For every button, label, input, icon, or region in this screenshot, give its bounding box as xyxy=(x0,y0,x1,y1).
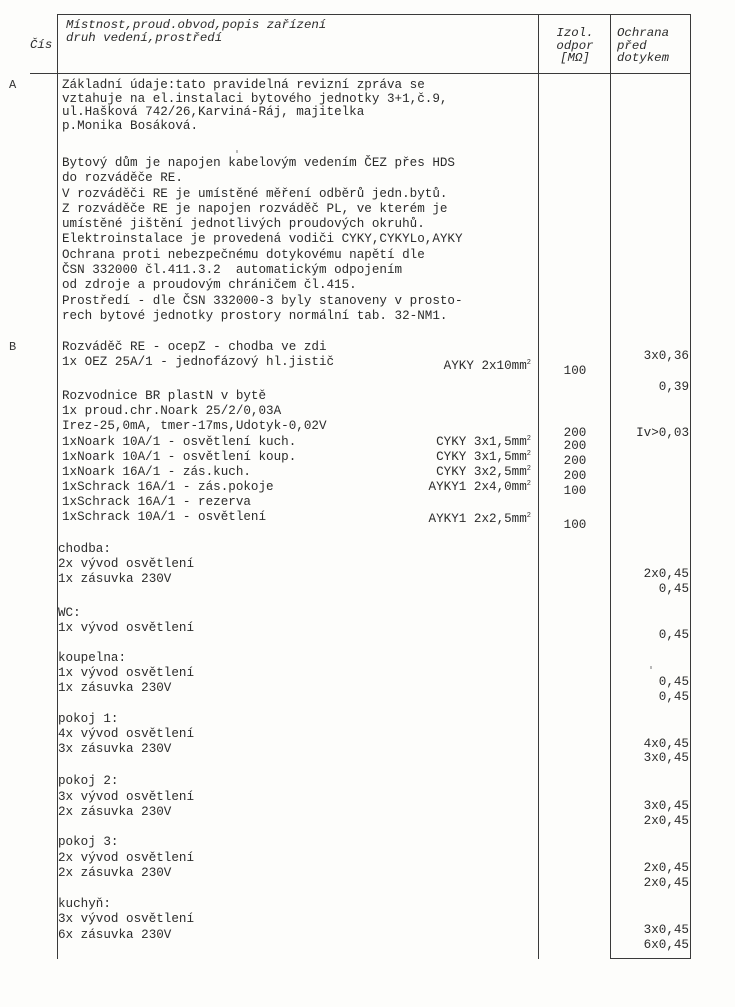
br-rcd-params: Irez-25,0mA, tmer-17ms,Udotyk-0,02V xyxy=(62,419,327,433)
room-protection-value: 3x0,45 xyxy=(643,923,689,937)
br-title: Rozvodnice BR plastN v bytě xyxy=(62,389,267,403)
br-rcd: 1x proud.chr.Noark 25/2/0,03A xyxy=(62,404,282,418)
circuit-row-desc: 1xNoark 10A/1 - osvětlení koup. xyxy=(62,450,297,464)
re-protection-value-2: 0,39 xyxy=(658,380,689,394)
room-protection-value: 3x0,45 xyxy=(643,751,689,765)
br-first-insulation-value: 200 xyxy=(563,426,587,440)
room-name: pokoj 1: xyxy=(58,712,119,726)
circuit-row-cable: AYKY1 $2x4,0mm^2$ xyxy=(428,479,531,494)
circuit-row-desc: 1xSchrack 16A/1 - zás.pokoje xyxy=(62,480,274,494)
room-name: WC: xyxy=(58,606,81,620)
room-item: 3x vývod osvětlení xyxy=(58,912,195,926)
section-a-description: Bytový dům je napojen kabelovým vedením ČEZ přes HDS do rozváděče RE. V rozváděči RE je umístěné měření odběrů jedn.bytů. Z rozváděče RE je napojen rozváděč PL, ve kterém je umístěné jištění jednotlivých proudových okruhů. Elektroinstalace je provedená vodiči CYKY,CYKYLo,AYKY Ochrana proti nebezpečnému dotykovému napětí dle ČSN 332000 čl.411.3.2 automatickým odpojením od zdroje a proudovým chráničem čl.415. Prostředí - dle ČSN 332000-3 byly stanoveny v prosto- rech bytové jednotky prostory normální tab. 32-NM1. xyxy=(62,156,463,323)
circuit-row-insulation: 100 xyxy=(563,484,587,498)
room-item: 1x zásuvka 230V xyxy=(58,572,172,586)
room-protection-value: 3x0,45 xyxy=(643,799,689,813)
circuit-row-cable: CYKY $3x1,5mm^2$ xyxy=(436,434,531,449)
room-protection-value: 0,45 xyxy=(658,582,689,596)
room-item: 1x vývod osvětlení xyxy=(58,621,195,635)
circuit-row-desc: 1xSchrack 10A/1 - osvětlení xyxy=(62,510,267,524)
circuit-row-cable: AYKY1 $2x2,5mm^2$ xyxy=(428,511,531,526)
room-name: koupelna: xyxy=(58,651,127,665)
room-protection-value: 0,45 xyxy=(658,690,689,704)
room-protection-value: 0,45 xyxy=(658,675,689,689)
room-protection-value: 0,45 xyxy=(658,628,689,642)
room-protection-value: 2x0,45 xyxy=(643,876,689,890)
room-item: 2x zásuvka 230V xyxy=(58,805,172,819)
room-item: 2x zásuvka 230V xyxy=(58,866,172,880)
room-item: 3x zásuvka 230V xyxy=(58,742,172,756)
room-protection-value: 2x0,45 xyxy=(643,861,689,875)
table-bottom-border xyxy=(610,958,691,959)
room-protection-value: 2x0,45 xyxy=(643,814,689,828)
re-cable: AYKY $2x10mm^2$ xyxy=(443,358,531,373)
header-col-number: Čís xyxy=(30,38,53,52)
circuit-row-insulation: 200 xyxy=(563,469,587,483)
section-b-mark: B xyxy=(9,340,17,354)
section-a-basic-info: Základní údaje:tato pravidelná revizní zpráva se vztahuje na el.instalaci bytového jednotky 3+1,č.9, ul.Hašková 742/26,Karviná-Ráj, majitelka p.Monika Bosáková. xyxy=(62,78,448,133)
room-name: kuchyň: xyxy=(58,897,111,911)
circuit-row-insulation: 200 xyxy=(563,439,587,453)
circuit-row-desc: 1xSchrack 16A/1 - rezerva xyxy=(62,495,251,509)
section-a-mark: A xyxy=(9,78,17,92)
room-protection-value: 2x0,45 xyxy=(643,567,689,581)
circuit-row-desc: 1xNoark 10A/1 - osvětlení kuch. xyxy=(62,435,297,449)
room-protection-value: 4x0,45 xyxy=(643,737,689,751)
room-protection-value: 6x0,45 xyxy=(643,938,689,952)
table-top-border xyxy=(57,14,691,15)
circuit-row-insulation: 200 xyxy=(563,454,587,468)
scan-speck xyxy=(236,150,238,153)
room-item: 1x vývod osvětlení xyxy=(58,666,195,680)
room-name: pokoj 3: xyxy=(58,835,119,849)
divider-desc-izol xyxy=(538,14,539,959)
room-name: pokoj 2: xyxy=(58,774,119,788)
divider-izol-ochrana xyxy=(610,14,611,959)
re-insulation-value: 100 xyxy=(563,364,587,378)
table-right-border xyxy=(690,14,691,959)
header-col-insulation: Izol. odpor [MΩ] xyxy=(556,26,594,66)
circuit-row-cable: CYKY $3x1,5mm^2$ xyxy=(436,449,531,464)
room-item: 4x vývod osvětlení xyxy=(58,727,195,741)
re-title: Rozváděč RE - ocepZ - chodba ve zdi xyxy=(62,340,327,354)
re-protection-value: 3x0,36 xyxy=(643,349,689,363)
header-col-description: Místnost,proud.obvod,popis zařízení druh vedení,prostředí xyxy=(66,18,327,45)
room-name: chodba: xyxy=(58,542,111,556)
re-main-breaker: 1x OEZ 25A/1 - jednofázový hl.jistič xyxy=(62,355,335,369)
br-protection-value: Iv>0,03 xyxy=(636,426,689,440)
room-item: 1x zásuvka 230V xyxy=(58,681,172,695)
circuit-row-desc: 1xNoark 16A/1 - zás.kuch. xyxy=(62,465,251,479)
room-item: 3x vývod osvětlení xyxy=(58,790,195,804)
header-col-protection: Ochrana před dotykem xyxy=(617,26,670,66)
circuit-row-insulation: 100 xyxy=(563,518,587,532)
room-item: 2x vývod osvětlení xyxy=(58,851,195,865)
scan-speck xyxy=(650,666,652,669)
circuit-row-cable: CYKY $3x2,5mm^2$ xyxy=(436,464,531,479)
room-item: 6x zásuvka 230V xyxy=(58,928,172,942)
room-item: 2x vývod osvětlení xyxy=(58,557,195,571)
header-bottom-border xyxy=(30,73,691,74)
